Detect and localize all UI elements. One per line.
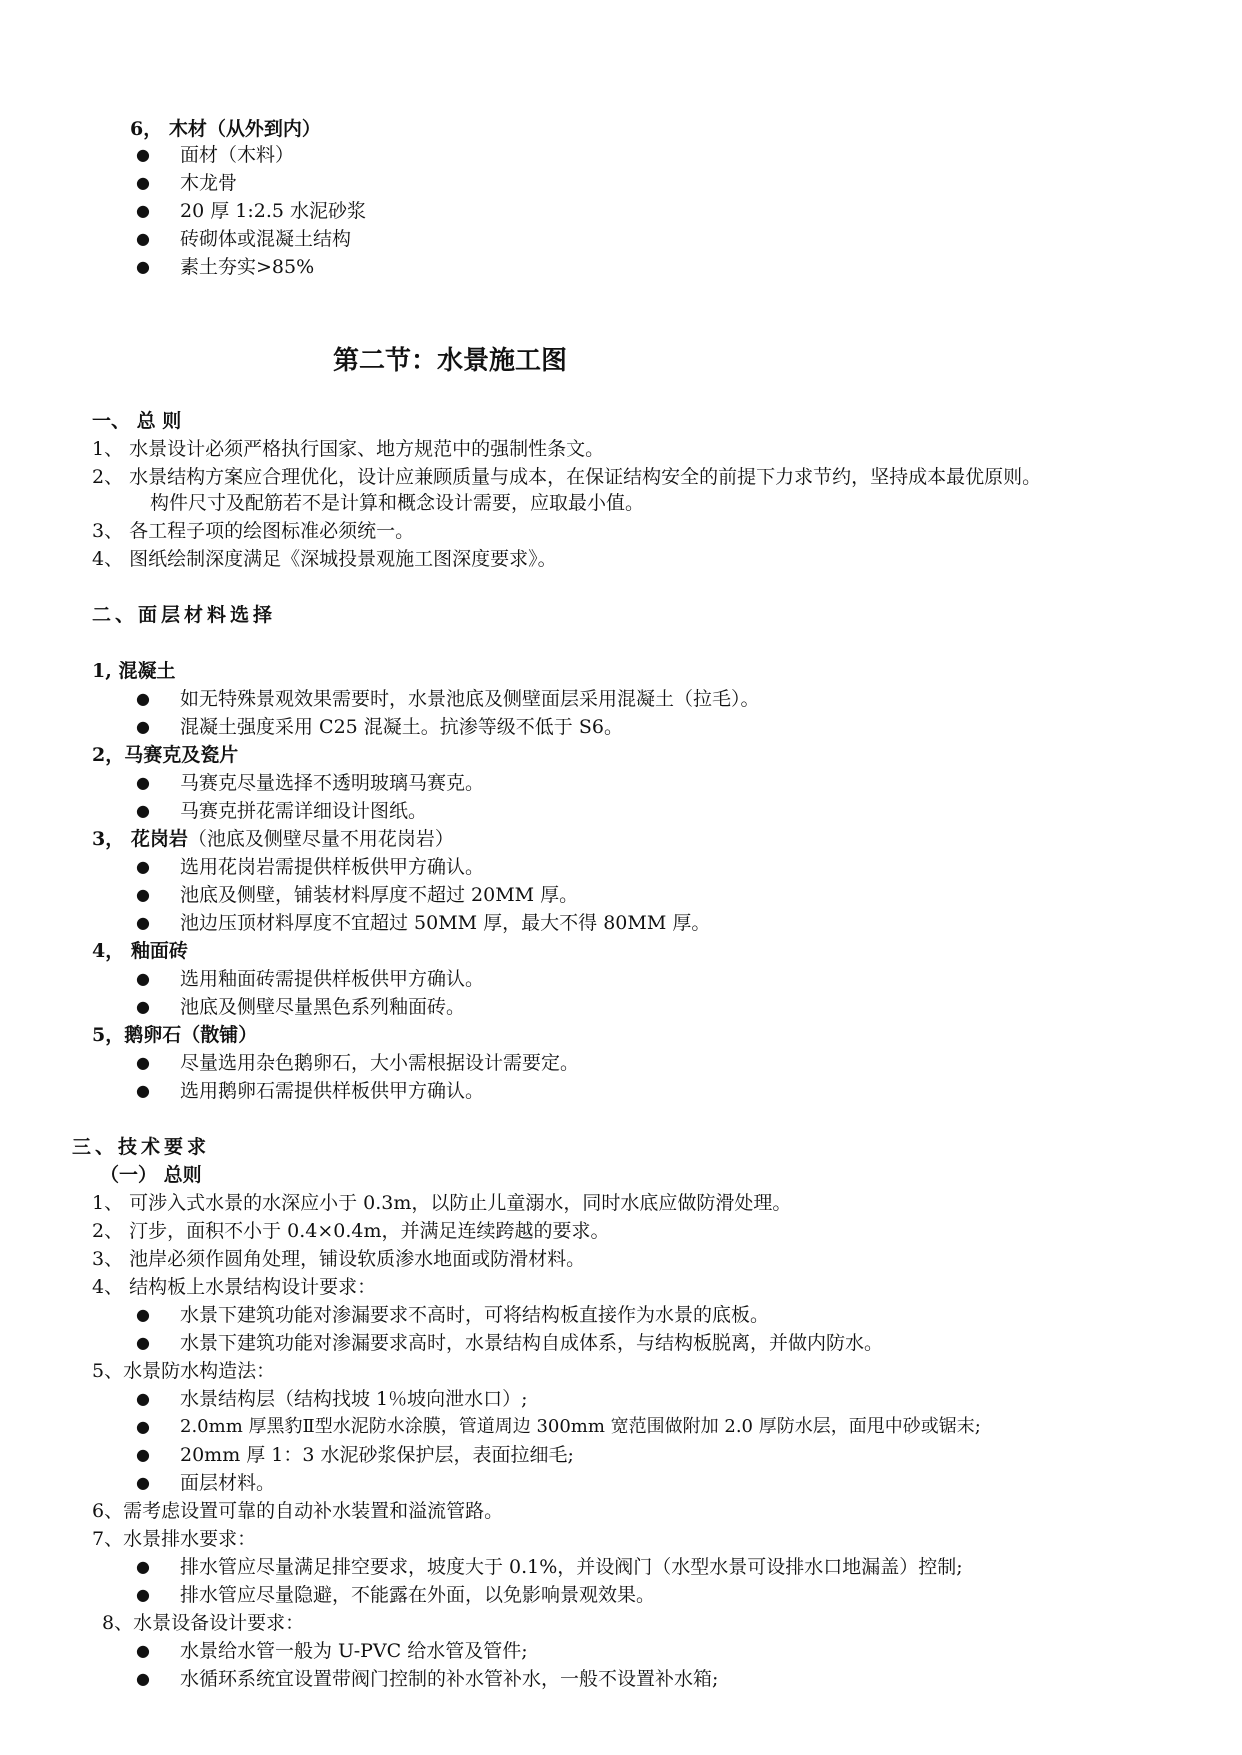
bullet-icon: ●: [136, 1557, 150, 1576]
bullet-icon: ●: [136, 1585, 150, 1604]
list-item: 水景下建筑功能对渗漏要求不高时，可将结构板直接作为水景的底板。: [180, 1304, 770, 1326]
list-item: 选用鹅卵石需提供样板供甲方确认。: [180, 1080, 485, 1102]
group-title-note: （池底及侧壁尽量不用花岗岩）: [187, 828, 454, 850]
materials-heading: 二、面层材料选择: [92, 604, 277, 626]
list-item: 砖砌体或混凝土结构: [180, 228, 352, 250]
general-line: 2、 水景结构方案应合理优化，设计应兼顾质量与成本，在保证结构安全的前提下力求节约，坚持成本最优原则。: [92, 466, 1042, 488]
group-title: 2，马赛克及瓷片: [92, 744, 239, 766]
general-line: 1、 水景设计必须严格执行国家、地方规范中的强制性条文。: [92, 438, 605, 460]
bullet-icon: ●: [136, 1305, 150, 1324]
list-item: 水景给水管一般为 U-PVC 给水管及管件;: [180, 1640, 528, 1662]
list-item: 排水管应尽量满足排空要求，坡度大于 0.1%，并设阀门（水型水景可设排水口地漏盖）控制;: [180, 1556, 963, 1578]
bullet-icon: ●: [136, 969, 150, 988]
group-title-row: [92, 826, 454, 852]
tech-line: 3、 池岸必须作圆角处理，铺设软质渗水地面或防滑材料。: [92, 1248, 586, 1270]
bullet-icon: ●: [136, 1641, 150, 1660]
bullet-icon: ●: [136, 1389, 150, 1408]
list-item: 尽量选用杂色鹅卵石，大小需根据设计需要定。: [180, 1052, 580, 1074]
list-item: 马赛克拼花需详细设计图纸。: [180, 800, 428, 822]
list-item: 水循环系统宜设置带阀门控制的补水管补水，一般不设置补水箱;: [180, 1668, 719, 1690]
bullet-icon: ●: [136, 1417, 150, 1436]
list-item: 如无特殊景观效果需要时，水景池底及侧壁面层采用混凝土（拉毛）。: [180, 688, 760, 710]
tech-line: 6、需考虑设置可靠的自动补水装置和溢流管路。: [92, 1500, 504, 1522]
bullet-icon: ●: [136, 689, 150, 708]
list-item: 池边压顶材料厚度不宜超过 50MM 厚，最大不得 80MM 厚。: [180, 912, 711, 934]
bullet-icon: ●: [136, 1473, 150, 1492]
general-line: 3、 各工程子项的绘图标准必须统一。: [92, 520, 415, 542]
bullet-icon: ●: [136, 257, 150, 276]
group-title: 3， 花岗岩: [92, 828, 188, 850]
bullet-icon: ●: [136, 913, 150, 932]
tech-line: 1、 可涉入式水景的水深应小于 0.3m，以防止儿童溺水，同时水底应做防滑处理。: [92, 1192, 792, 1214]
list-item: 20 厚 1:2.5 水泥砂浆: [180, 200, 367, 222]
list-item: 面材（木料）: [180, 144, 295, 166]
group-title: 1, 混凝土: [92, 660, 176, 682]
list-item: 马赛克尽量选择不透明玻璃马赛克。: [180, 772, 485, 794]
tech-line: 5、水景防水构造法：: [92, 1360, 276, 1382]
bullet-icon: ●: [136, 1053, 150, 1072]
list-item: 混凝土强度采用 C25 混凝土。抗渗等级不低于 S6。: [180, 716, 623, 738]
group-title: 5，鹅卵石（散铺）: [92, 1024, 258, 1046]
bullet-icon: ●: [136, 1081, 150, 1100]
bullet-icon: ●: [136, 1445, 150, 1464]
list-item: 水景结构层（结构找坡 1％坡向泄水口）;: [180, 1388, 528, 1410]
bullet-icon: ●: [136, 1333, 150, 1352]
list-item: 选用花岗岩需提供样板供甲方确认。: [180, 856, 485, 878]
list-item: 选用釉面砖需提供样板供甲方确认。: [180, 968, 485, 990]
list-item: 池底及侧壁，铺装材料厚度不超过 20MM 厚。: [180, 884, 579, 906]
list-item: 水景下建筑功能对渗漏要求高时，水景结构自成体系，与结构板脱离，并做内防水。: [180, 1332, 884, 1354]
bullet-icon: ●: [136, 857, 150, 876]
bullet-icon: ●: [136, 173, 150, 192]
tech-line: 7、水景排水要求：: [92, 1528, 257, 1550]
list-item: 木龙骨: [180, 172, 238, 194]
list-item: 面层材料。: [180, 1472, 276, 1494]
list-item: 素土夯实>85%: [180, 256, 315, 278]
group-title: 4， 釉面砖: [92, 940, 188, 962]
bullet-icon: ●: [136, 229, 150, 248]
general-heading: 一、 总 则: [92, 410, 182, 432]
general-line: 4、 图纸绘制深度满足《深城投景观施工图深度要求》。: [92, 548, 557, 570]
list-item: 池底及侧壁尽量黑色系列釉面砖。: [180, 996, 466, 1018]
bullet-icon: ●: [136, 801, 150, 820]
tech-line: 2、 汀步，面积不小于 0.4×0.4m，并满足连续跨越的要求。: [92, 1220, 610, 1242]
bullet-icon: ●: [136, 717, 150, 736]
bullet-icon: ●: [136, 145, 150, 164]
wood-heading: 6， 木材（从外到内）: [130, 118, 321, 140]
bullet-icon: ●: [136, 773, 150, 792]
tech-subheading: （一） 总则: [100, 1164, 202, 1186]
bullet-icon: ●: [136, 997, 150, 1016]
list-item: 排水管应尽量隐避，不能露在外面，以免影响景观效果。: [180, 1584, 656, 1606]
page-title: 第二节：水景施工图: [333, 346, 568, 376]
general-line: 构件尺寸及配筋若不是计算和概念设计需要，应取最小值。: [150, 492, 645, 514]
tech-line: 4、 结构板上水景结构设计要求：: [92, 1276, 377, 1298]
bullet-icon: ●: [136, 885, 150, 904]
tech-line: 8、水景设备设计要求：: [102, 1612, 305, 1634]
bullet-icon: ●: [136, 201, 150, 220]
list-item: 20mm 厚 1：3 水泥砂浆保护层，表面拉细毛;: [180, 1444, 574, 1466]
list-item: 2.0mm 厚黑豹Ⅱ型水泥防水涂膜，管道周边 300mm 宽范围做附加 2.0 厚防水层，面甩中砂或锯末;: [180, 1416, 981, 1437]
tech-heading: 三、技术要求: [72, 1136, 211, 1158]
bullet-icon: ●: [136, 1669, 150, 1688]
